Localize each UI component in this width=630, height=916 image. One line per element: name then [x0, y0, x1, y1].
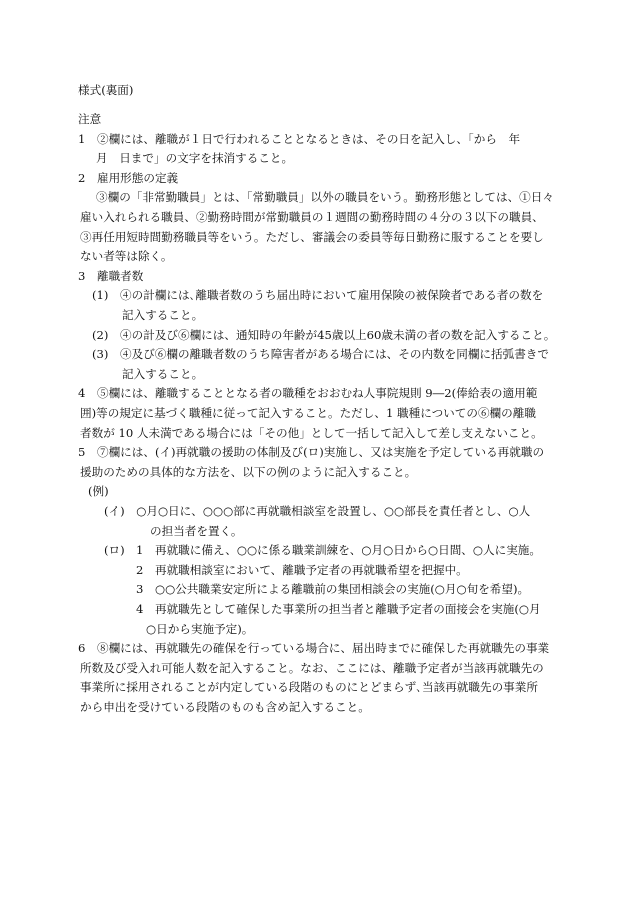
- note-6-line-2: 所数及び受入れ可能人数を記入すること。なお、ここには、離職予定者が当該再就職先の: [80, 661, 544, 675]
- note-4-line-1: 4 ⑤欄には、離職することとなる者の職種をおおむね人事院規則 9―2(俸給表の適用範: [78, 386, 538, 400]
- note-2-heading: 2 雇用形態の定義: [78, 171, 179, 185]
- note-3-sub-2-line-1: (2) ④の計及び⑥欄には、通知時の年齢が45歳以上60歳未満の者の数を記入すること。: [92, 328, 556, 342]
- note-5-ro-item-3: 3 ○○公共職業安定所による離職前の集団相談会の実施(○月○旬を希望)。: [136, 582, 530, 596]
- note-5-ro-item-1: 1 再就職に備え、○○に係る職業訓練を、○月○日から○日間、○人に実施。: [136, 543, 541, 557]
- notes-heading: 注意: [78, 112, 102, 126]
- note-1-line-2: 月 日まで」の文字を抹消すること。: [96, 151, 294, 165]
- note-5-ro-item-2: 2 再就職相談室において、離職予定者の再就職希望を把握中。: [136, 563, 468, 577]
- note-6-line-4: から申出を受けている段階のものも含め記入すること。: [80, 700, 370, 714]
- note-5-line-1: 5 ⑦欄には、(イ)再就職の援助の体制及び(ロ)実施し、又は実施を予定している再就職の: [78, 445, 545, 459]
- form-title: 様式(裏面): [78, 83, 134, 97]
- note-5-example-label: (例): [88, 484, 109, 498]
- note-5-ro-marker: (ロ): [104, 543, 125, 557]
- note-5-i-line-1: (イ) ○月○日に、○○○部に再就職相談室を設置し、○○部長を責任者とし、○人: [104, 504, 531, 518]
- note-2-line-1: ③欄の「非常勤職員」とは、「常勤職員」以外の職員をいう。勤務形態としては、①日々: [96, 190, 554, 204]
- note-3-sub-3-line-2: 記入すること。: [122, 367, 204, 381]
- note-4-line-2: 囲)等の規定に基づく職種に従って記入すること。ただし、1 職種についての⑥欄の離職: [80, 406, 536, 420]
- note-5-i-line-2: の担当者を置く。: [150, 524, 243, 538]
- note-4-line-3: 者数が 10 人未満である場合には「その他」として一括して記入して差し支えないこと。: [80, 426, 543, 440]
- note-2-line-4: ない者等は除く。: [80, 249, 173, 263]
- note-2-line-2: 雇い入れられる職員、②勤務時間が常勤職員の１週間の勤務時間の４分の３以下の職員、: [80, 210, 544, 224]
- note-5-ro-item-4-line-1: 4 再就職先として確保した事業所の担当者と離職予定者の面接会を実施(○月: [136, 602, 541, 616]
- note-6-line-1: 6 ⑧欄には、再就職先の確保を行っている場合に、届出時までに確保した再就職先の事業: [78, 641, 550, 655]
- note-2-line-3: ③再任用短時間勤務職員等をいう。ただし、審議会の委員等毎日勤務に服することを要し: [80, 230, 544, 244]
- note-6-line-3: 事業所に採用されることが内定している段階のものにとどまらず､当該再就職先の事業所: [80, 680, 538, 694]
- note-5-ro-item-4-line-2: ○日から実施予定)。: [146, 622, 254, 636]
- note-3-sub-1-line-1: (1) ④の計欄には､離職者数のうち届出時において雇用保険の被保険者である者の数を: [92, 288, 544, 302]
- note-3-sub-1-line-2: 記入すること。: [122, 308, 204, 322]
- note-3-sub-3-line-1: (3) ④及び⑥欄の離職者数のうち障害者がある場合には、その内数を同欄に括弧書きで: [92, 347, 549, 361]
- note-3-heading: 3 離職者数: [78, 269, 144, 283]
- note-5-line-2: 援助のための具体的な方法を、以下の例のように記入すること。: [80, 465, 417, 479]
- note-1-line-1: 1 ②欄には、離職が１日で行われることとなるときは、その日を記入し、「から 年: [78, 132, 521, 146]
